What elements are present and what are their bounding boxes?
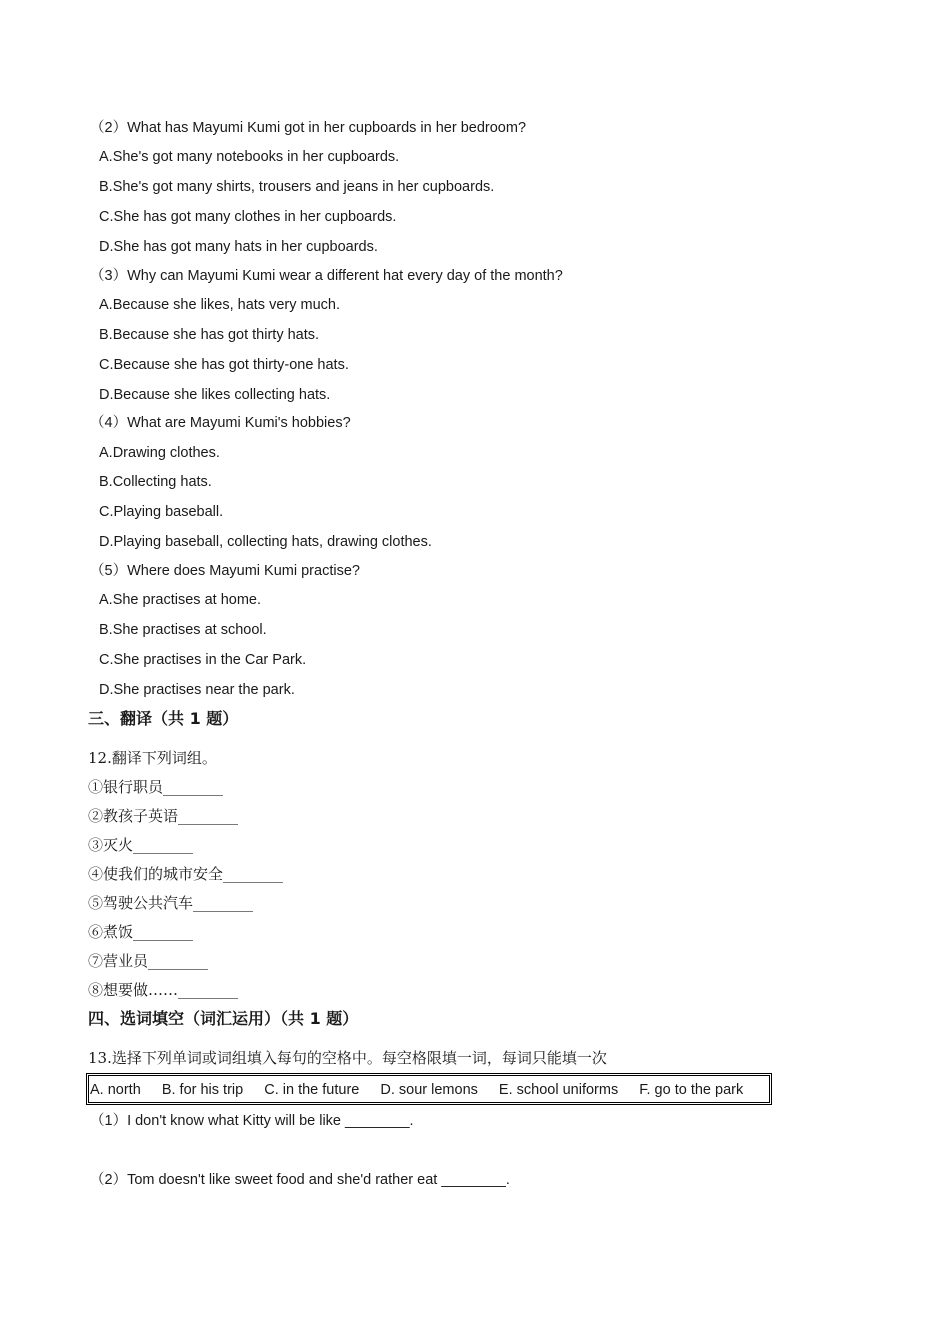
translation-item: ⑦营业员________ bbox=[88, 952, 209, 970]
word-choice: B. for his trip bbox=[161, 1082, 244, 1098]
translation-item: ①银行职员________ bbox=[88, 778, 224, 796]
word-choice: E. school uniforms bbox=[498, 1082, 619, 1098]
translation-item: ④使我们的城市安全________ bbox=[88, 865, 284, 883]
option-3c: C.Because she has got thirty-one hats. bbox=[99, 357, 349, 373]
translation-item: ⑧想要做……________ bbox=[88, 981, 239, 999]
question-5: （5）Where does Mayumi Kumi practise? bbox=[90, 563, 360, 579]
option-3b: B.Because she has got thirty hats. bbox=[99, 327, 320, 343]
translation-item: ⑥煮饭________ bbox=[88, 923, 194, 941]
option-5c: C.She practises in the Car Park. bbox=[99, 652, 307, 668]
option-2c: C.She has got many clothes in her cupboards. bbox=[99, 209, 397, 225]
word-choice: C. in the future bbox=[264, 1082, 360, 1098]
section-vocab-heading: 四、选词填空（词汇运用）（共 1 题） bbox=[88, 1009, 359, 1028]
word-choice: A. north bbox=[90, 1082, 141, 1098]
vocab-question-2: （2）Tom doesn't like sweet food and she'd rather eat ________. bbox=[90, 1172, 510, 1188]
option-3a: A.Because she likes, hats very much. bbox=[99, 297, 340, 313]
option-4d: D.Playing baseball, collecting hats, drawing clothes. bbox=[99, 534, 432, 550]
option-2a: A.She's got many notebooks in her cupboards. bbox=[99, 149, 400, 165]
translation-item: ②教孩子英语________ bbox=[88, 807, 239, 825]
option-4b: B.Collecting hats. bbox=[99, 474, 212, 490]
word-choice: F. go to the park bbox=[639, 1082, 744, 1098]
translation-item: ③灭火________ bbox=[88, 836, 194, 854]
translation-item: ⑤驾驶公共汽车________ bbox=[88, 894, 254, 912]
option-4c: C.Playing baseball. bbox=[99, 504, 224, 520]
word-choice-box bbox=[86, 1073, 772, 1105]
question-2: （2）What has Mayumi Kumi got in her cupboards in her bedroom? bbox=[90, 120, 527, 136]
option-5b: B.She practises at school. bbox=[99, 622, 267, 638]
option-5d: D.She practises near the park. bbox=[99, 682, 295, 698]
vocab-instruction: 13.选择下列单词或词组填入每句的空格中。每空格限填一词，每词只能填一次 bbox=[88, 1049, 607, 1067]
vocab-question-1: （1）I don't know what Kitty will be like ________. bbox=[90, 1113, 414, 1129]
question-4: （4）What are Mayumi Kumi's hobbies? bbox=[90, 415, 351, 431]
translation-instruction: 12.翻译下列词组。 bbox=[88, 749, 217, 767]
option-5a: A.She practises at home. bbox=[99, 592, 261, 608]
word-choice: D. sour lemons bbox=[380, 1082, 478, 1098]
option-2d: D.She has got many hats in her cupboards. bbox=[99, 239, 378, 255]
option-4a: A.Drawing clothes. bbox=[99, 445, 220, 461]
option-3d: D.Because she likes collecting hats. bbox=[99, 387, 331, 403]
option-2b: B.She's got many shirts, trousers and jeans in her cupboards. bbox=[99, 179, 495, 195]
section-translation-heading: 三、翻译（共 1 题） bbox=[88, 709, 239, 728]
question-3: （3）Why can Mayumi Kumi wear a different hat every day of the month? bbox=[90, 268, 563, 284]
